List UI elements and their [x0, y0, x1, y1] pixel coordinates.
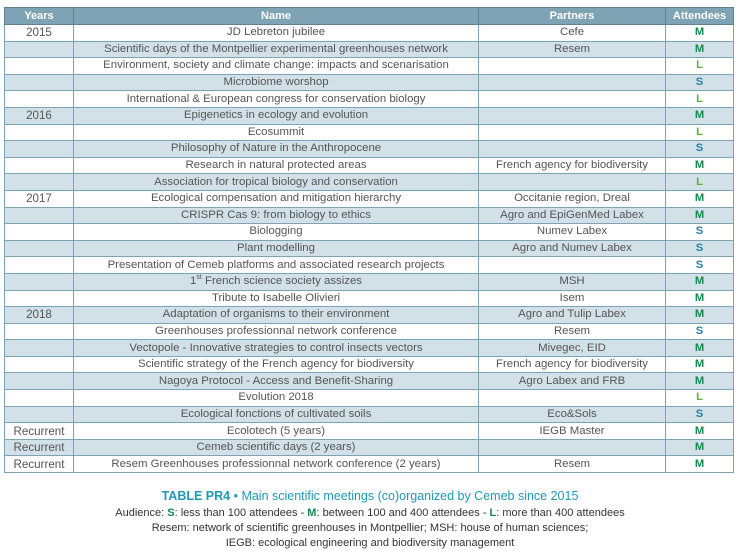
- meeting-name-cell: CRISPR Cas 9: from biology to ethics: [74, 207, 479, 224]
- partners-cell: [479, 107, 666, 124]
- partners-cell: MSH: [479, 273, 666, 290]
- partners-cell: IEGB Master: [479, 423, 666, 440]
- partners-cell: [479, 74, 666, 91]
- header-name: Name: [74, 8, 479, 25]
- year-cell: [5, 406, 74, 423]
- table-body: [5, 25, 734, 473]
- meeting-name-cell: [74, 273, 479, 290]
- attendees-cell: M: [666, 41, 734, 58]
- header-years: Years: [5, 8, 74, 25]
- partners-cell: Cefe: [479, 25, 666, 42]
- audience-prefix: Audience:: [115, 507, 168, 519]
- year-cell: Recurrent: [5, 423, 74, 440]
- meeting-name-cell: Presentation of Cemeb platforms and associated research projects: [74, 257, 479, 274]
- attendees-cell: M: [666, 307, 734, 324]
- table-row: [5, 290, 734, 307]
- year-cell: [5, 373, 74, 390]
- year-cell: [5, 290, 74, 307]
- meeting-name-cell: Scientific days of the Montpellier experimental greenhouses network: [74, 41, 479, 58]
- attendees-cell: S: [666, 323, 734, 340]
- table-row: [5, 356, 734, 373]
- attendees-cell: M: [666, 107, 734, 124]
- year-cell: [5, 41, 74, 58]
- table-row: [5, 390, 734, 407]
- partners-cell: Agro and Tulip Labex: [479, 307, 666, 324]
- attendees-cell: M: [666, 356, 734, 373]
- attendees-cell: M: [666, 423, 734, 440]
- meeting-name-cell: Environment, society and climate change: impacts and scenarisation: [74, 58, 479, 75]
- meeting-name-cell: Vectopole - Innovative strategies to control insects vectors: [74, 340, 479, 357]
- partners-cell: [479, 257, 666, 274]
- table-row: [5, 456, 734, 473]
- partners-cell: Agro Labex and FRB: [479, 373, 666, 390]
- table-row: [5, 141, 734, 158]
- attendees-cell: M: [666, 190, 734, 207]
- caption-bullet: •: [230, 489, 242, 503]
- table-row: [5, 406, 734, 423]
- partners-cell: Agro and EpiGenMed Labex: [479, 207, 666, 224]
- partners-cell: [479, 390, 666, 407]
- year-cell: [5, 273, 74, 290]
- table-row: [5, 157, 734, 174]
- caption-title-text: Main scientific meetings (co)organized by Cemeb since 2015: [241, 489, 579, 503]
- attendees-cell: S: [666, 141, 734, 158]
- table-row: [5, 174, 734, 191]
- meeting-name-cell: Epigenetics in ecology and evolution: [74, 107, 479, 124]
- meeting-name-cell: Research in natural protected areas: [74, 157, 479, 174]
- partners-cell: [479, 124, 666, 141]
- year-cell: Recurrent: [5, 456, 74, 473]
- attendees-cell: L: [666, 58, 734, 75]
- attendees-cell: M: [666, 340, 734, 357]
- caption-label: TABLE PR4: [161, 489, 231, 503]
- partners-cell: [479, 91, 666, 108]
- attendees-cell: S: [666, 257, 734, 274]
- name-prefix: 1: [190, 275, 197, 288]
- meeting-name-cell: Biologging: [74, 224, 479, 241]
- caption-audience-legend: [0, 507, 740, 519]
- attendees-cell: L: [666, 124, 734, 141]
- partners-cell: Resem: [479, 323, 666, 340]
- meeting-name-cell: Association for tropical biology and conservation: [74, 174, 479, 191]
- partners-cell: Resem: [479, 41, 666, 58]
- meeting-name-cell: Scientific strategy of the French agency for biodiversity: [74, 356, 479, 373]
- table-row: [5, 124, 734, 141]
- table-row: [5, 273, 734, 290]
- table-header-row: [5, 8, 734, 25]
- year-cell: [5, 91, 74, 108]
- name-superscript: st: [196, 274, 202, 282]
- attendees-cell: S: [666, 224, 734, 241]
- audience-m-code: M: [307, 507, 317, 519]
- year-cell: [5, 157, 74, 174]
- partners-cell: Numev Labex: [479, 224, 666, 241]
- meeting-name-cell: International & European congress for conservation biology: [74, 91, 479, 108]
- meeting-name-cell: Adaptation of organisms to their environment: [74, 307, 479, 324]
- table-row: [5, 74, 734, 91]
- partners-cell: [479, 141, 666, 158]
- meeting-name-cell: Ecosummit: [74, 124, 479, 141]
- attendees-cell: M: [666, 456, 734, 473]
- attendees-cell: S: [666, 406, 734, 423]
- year-cell: 2018: [5, 307, 74, 324]
- partners-cell: [479, 174, 666, 191]
- table-row: [5, 25, 734, 42]
- attendees-cell: L: [666, 390, 734, 407]
- meeting-name-cell: Philosophy of Nature in the Anthropocene: [74, 141, 479, 158]
- attendees-cell: M: [666, 25, 734, 42]
- year-cell: [5, 356, 74, 373]
- year-cell: 2017: [5, 190, 74, 207]
- meeting-name-cell: Ecolotech (5 years): [74, 423, 479, 440]
- table-row: [5, 190, 734, 207]
- partners-cell: French agency for biodiversity: [479, 157, 666, 174]
- table-row: [5, 423, 734, 440]
- meeting-name-cell: Evolution 2018: [74, 390, 479, 407]
- audience-l-text: : more than 400 attendees: [496, 507, 625, 519]
- caption-abbreviations-2: IEGB: ecological engineering and biodiversity management: [225, 537, 515, 549]
- table-row: [5, 323, 734, 340]
- attendees-cell: S: [666, 240, 734, 257]
- audience-s-text: : less than 100 attendees -: [174, 507, 308, 519]
- attendees-cell: M: [666, 273, 734, 290]
- audience-s-code: S: [167, 507, 175, 519]
- partners-cell: Occitanie region, Dreal: [479, 190, 666, 207]
- year-cell: [5, 124, 74, 141]
- year-cell: [5, 58, 74, 75]
- year-cell: [5, 174, 74, 191]
- name-text: French science society assizes: [204, 275, 362, 288]
- attendees-cell: L: [666, 174, 734, 191]
- table-row: [5, 240, 734, 257]
- year-cell: [5, 207, 74, 224]
- meeting-name-cell: Ecological compensation and mitigation hierarchy: [74, 190, 479, 207]
- table-row: [5, 207, 734, 224]
- year-cell: [5, 390, 74, 407]
- attendees-cell: M: [666, 157, 734, 174]
- attendees-cell: M: [666, 373, 734, 390]
- audience-m-text: : between 100 and 400 attendees -: [316, 507, 490, 519]
- year-cell: Recurrent: [5, 439, 74, 456]
- year-cell: [5, 257, 74, 274]
- meeting-name-cell: Microbiome worshop: [74, 74, 479, 91]
- table-caption-title: [0, 489, 740, 503]
- table-row: [5, 41, 734, 58]
- header-attendees: Attendees: [666, 8, 734, 25]
- partners-cell: Agro and Numev Labex: [479, 240, 666, 257]
- year-cell: [5, 323, 74, 340]
- attendees-cell: L: [666, 91, 734, 108]
- partners-cell: [479, 439, 666, 456]
- table-row: [5, 307, 734, 324]
- table-row: [5, 439, 734, 456]
- year-cell: 2016: [5, 107, 74, 124]
- meeting-name-cell: JD Lebreton jubilee: [74, 25, 479, 42]
- meeting-name-cell: Tribute to Isabelle Olivieri: [74, 290, 479, 307]
- meeting-name-cell: Resem Greenhouses professionnal network conference (2 years): [74, 456, 479, 473]
- caption-abbreviations-1: Resem: network of scientific greenhouses in Montpellier; MSH: house of human sciences;: [151, 522, 589, 534]
- meeting-name-cell: Cemeb scientific days (2 years): [74, 439, 479, 456]
- partners-cell: [479, 58, 666, 75]
- attendees-cell: S: [666, 74, 734, 91]
- attendees-cell: M: [666, 207, 734, 224]
- partners-cell: Resem: [479, 456, 666, 473]
- year-cell: [5, 340, 74, 357]
- table-row: [5, 257, 734, 274]
- year-cell: [5, 224, 74, 241]
- meeting-name-cell: Nagoya Protocol - Access and Benefit-Sharing: [74, 373, 479, 390]
- table-row: [5, 91, 734, 108]
- meeting-name-cell: Ecological fonctions of cultivated soils: [74, 406, 479, 423]
- table-row: [5, 58, 734, 75]
- meetings-table: [4, 7, 734, 473]
- partners-cell: Eco&Sols: [479, 406, 666, 423]
- year-cell: [5, 240, 74, 257]
- partners-cell: Mivegec, EID: [479, 340, 666, 357]
- partners-cell: Isem: [479, 290, 666, 307]
- header-partners: Partners: [479, 8, 666, 25]
- table-row: [5, 107, 734, 124]
- meeting-name-cell: Plant modelling: [74, 240, 479, 257]
- year-cell: 2015: [5, 25, 74, 42]
- audience-l-code: L: [489, 507, 497, 519]
- table-row: [5, 373, 734, 390]
- table-row: [5, 224, 734, 241]
- table-row: [5, 340, 734, 357]
- meeting-name-cell: Greenhouses professionnal network conference: [74, 323, 479, 340]
- attendees-cell: M: [666, 439, 734, 456]
- partners-cell: French agency for biodiversity: [479, 356, 666, 373]
- attendees-cell: M: [666, 290, 734, 307]
- year-cell: [5, 74, 74, 91]
- year-cell: [5, 141, 74, 158]
